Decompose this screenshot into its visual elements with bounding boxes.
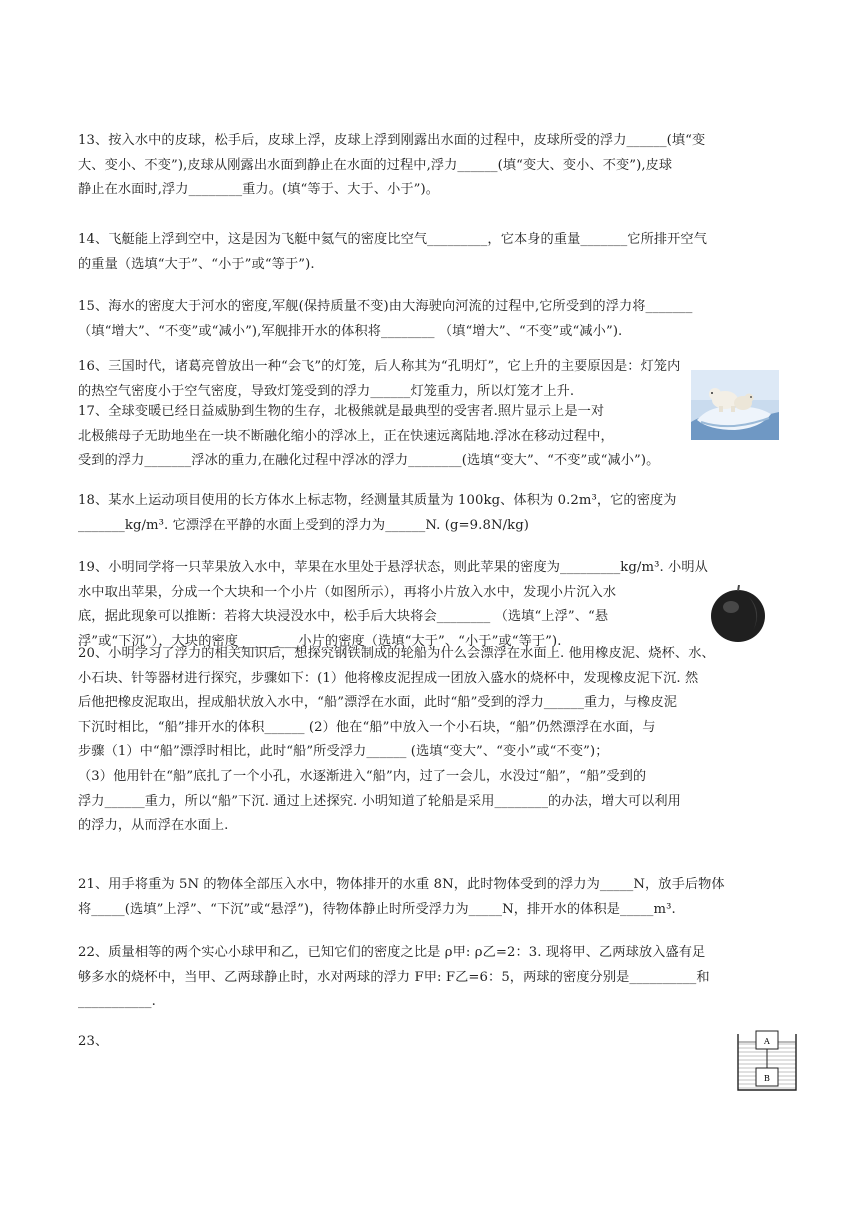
q18-line-1: 18、某水上运动项目使用的长方体水上标志物，经测量其质量为 100kg、体积为 0.2m³，它的密度为 xyxy=(78,493,677,508)
q17-line-1: 17、全球变暖已经日益威胁到生物的生存，北极熊就是最典型的受害者.照片显示上是一对 xyxy=(78,404,605,419)
q16-line-2: 的热空气密度小于空气密度，导致灯笼受到的浮力______灯笼重力，所以灯笼才上升. xyxy=(78,383,575,399)
q19-line-3: 底，据此现象可以推断：若将大块浸没水中，松手后大块将会________ （选填“上浮”、“悬 xyxy=(78,609,609,625)
q13-line-3: 静止在水面时,浮力________重力。(填“等于、大于、小于”)。 xyxy=(78,182,440,198)
q13-line-1: 13、按入水中的皮球，松手后，皮球上浮，皮球上浮到刚露出水面的过程中，皮球所受的浮力______(填“变 xyxy=(78,133,706,148)
q20-line-5: 步骤（1）中“船”漂浮时相比，此时“船”所受浮力______ (选填“变大”、“变小”或“不变”)； xyxy=(78,744,609,760)
question-17 xyxy=(78,400,678,474)
beaker-diagram xyxy=(734,1030,800,1094)
q21-line-2: 将_____(选填”上浮”、“下沉”或“悬浮”)，待物体静止时所受浮力为_____N，排开水的体积是_____m³. xyxy=(78,901,676,917)
q15-line-1: 15、海水的密度大于河水的密度,军舰(保持质量不变)由大海驶向河流的过程中,它所受到的浮力将_______ xyxy=(78,299,693,314)
q20-line-4: 下沉时相比，“船”排开水的体积______ (2）他在“船”中放入一个小石块，“船”仍然漂浮在水面，与 xyxy=(78,719,656,735)
question-14 xyxy=(78,228,778,277)
polar-bear-photo xyxy=(691,370,779,440)
question-16 xyxy=(78,355,778,404)
q22-line-1: 22、质量相等的两个实心小球甲和乙，已知它们的密度之比是 ρ甲: ρ乙=2：3. 现将甲、乙两球放入盛有足 xyxy=(78,945,706,960)
q13-line-2: 大、变小、不变”),皮球从刚露出水面到静止在水面的过程中,浮力______(填“变大、变小、不变”),皮球 xyxy=(78,157,673,173)
q22-line-3: ___________. xyxy=(78,994,156,1010)
q23-line-1: 23、 xyxy=(78,1034,109,1049)
question-21 xyxy=(78,873,778,922)
q20-line-6: （3）他用针在“船”底扎了一个小孔，水逐渐进入“船”内，过了一会儿，水没过“船”，“船”受到的 xyxy=(78,768,647,784)
q21-line-1: 21、用手将重为 5N 的物体全部压入水中，物体排开的水重 8N，此时物体受到的浮力为_____N，放手后物体 xyxy=(78,877,725,892)
q19-line-2: 水中取出苹果，分成一个大块和一个小片（如图所示），再将小片放入水中，发现小片沉入水 xyxy=(78,584,617,600)
q18-line-2: _______kg/m³. 它漂浮在平静的水面上受到的浮力为______N. (g=9.8N/kg) xyxy=(78,517,530,533)
question-13 xyxy=(78,129,778,203)
q20-line-7: 浮力______重力，所以“船”下沉. 通过上述探究. 小明知道了轮船是采用________的办法，增大可以利用 xyxy=(78,793,681,809)
q20-line-3: 后他把橡皮泥取出，捏成船状放入水中，“船”漂浮在水面，此时“船”受到的浮力______重力，与橡皮泥 xyxy=(78,695,678,711)
q14-line-2: 的重量（选填“大于”、“小于”或“等于”). xyxy=(78,256,315,272)
q20-line-8: 的浮力，从而浮在水面上. xyxy=(78,818,229,834)
q15-line-2: （填“增大”、“不变”或“减小”),军舰排开水的体积将________ （填“增大”、“不变”或“减小”). xyxy=(78,323,623,339)
question-18 xyxy=(78,489,778,538)
q16-line-1: 16、三国时代，诸葛亮曾放出一种“会飞”的灯笼，后人称其为“孔明灯”，它上升的主要原因是：灯笼内 xyxy=(78,359,681,374)
q14-line-1: 14、飞艇能上浮到空中，这是因为飞艇中氦气的密度比空气_________，它本身的重量_______它所排开空气 xyxy=(78,232,708,247)
question-19 xyxy=(78,556,778,654)
q17-line-2: 北极熊母子无助地坐在一块不断融化缩小的浮冰上，正在快速远离陆地.浮冰在移动过程中， xyxy=(78,428,614,444)
q19-line-4: 浮”或“下沉”），大块的密度_________小片的密度（选填“大于”、“小于”或“等于”). xyxy=(78,633,562,649)
question-22 xyxy=(78,941,778,1015)
apple-photo xyxy=(705,585,771,645)
question-23 xyxy=(78,1030,778,1055)
question-20 xyxy=(78,642,778,839)
q19-line-1: 19、小明同学将一只苹果放入水中，苹果在水里处于悬浮状态，则此苹果的密度为_________kg/m³. 小明从 xyxy=(78,560,708,575)
q22-line-2: 够多水的烧杯中，当甲、乙两球静止时，水对两球的浮力 F甲: F乙=6：5，两球的密度分别是__________和 xyxy=(78,969,710,985)
block-b-label: B xyxy=(764,1074,770,1083)
question-15 xyxy=(78,295,778,344)
block-a-label: A xyxy=(764,1037,770,1046)
q20-line-1: 20、小明学习了浮力的相关知识后，想探究钢铁制成的轮船为什么会漂浮在水面上. 他用橡皮泥、烧杯、水、 xyxy=(78,646,715,661)
q17-line-3: 受到的浮力_______浮冰的重力,在融化过程中浮冰的浮力________(选填“变大”、“不变”或“减小”)。 xyxy=(78,453,660,469)
q20-line-2: 小石块、针等器材进行探究，步骤如下：(1）他将橡皮泥捏成一团放入盛水的烧杯中，发现橡皮泥下沉. 然 xyxy=(78,670,699,686)
